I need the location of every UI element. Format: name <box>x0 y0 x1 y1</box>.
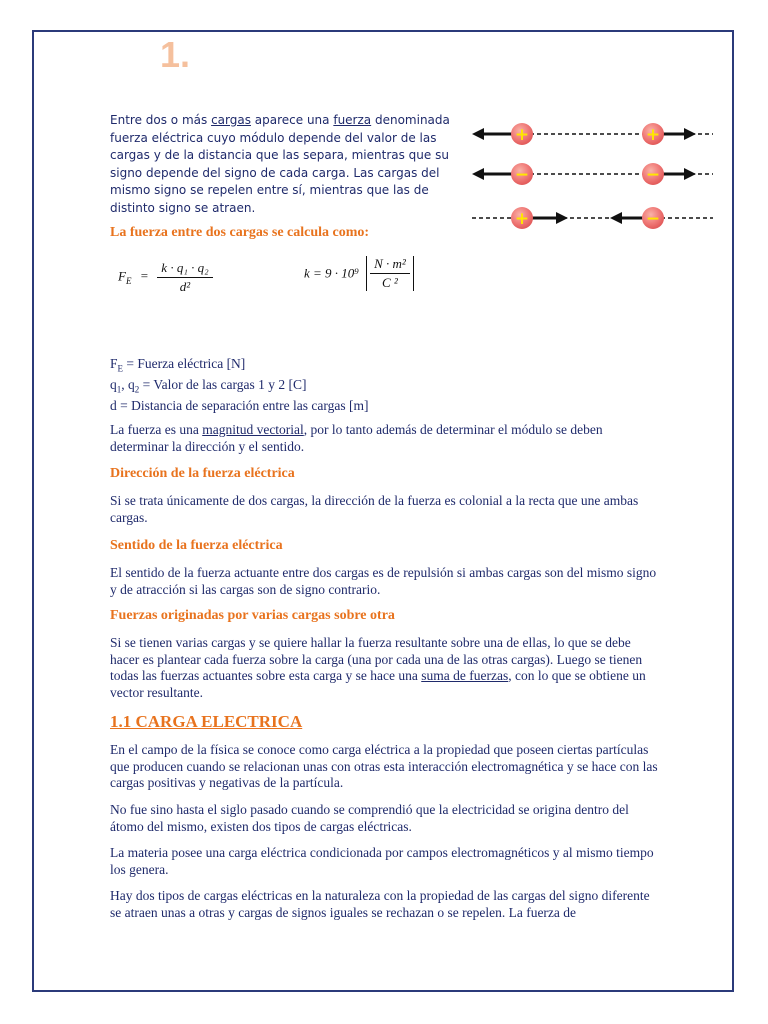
section-p1: En el campo de la física se conoce como carga eléctrica a la propiedad que poseen ciertas partículas que producen cuando se relacionan unas con otras esta interacción electromagnética y se hace con las cargas positivas y negativas de la partícula. <box>110 742 658 790</box>
constant-k: k = 9 · 10⁹ $\frac{\text{N · m²}}{\text{C ²}}$ <box>304 256 414 291</box>
link-magnitud-vectorial[interactable]: magnitud vectorial <box>202 422 304 437</box>
direction-text: Si se trata únicamente de dos cargas, la dirección de la fuerza es colonial a la recta que une ambas cargas. <box>110 493 639 525</box>
intro-paragraph: Entre dos o más cargas aparece una fuerza denominada fuerza eléctrica cuyo módulo depende del valor de las cargas y de la distancia que las separa, mientras que su signo depende del signo de cada carga. Las cargas del mismo signo se repelen entre sí, mientras que las de distinto signo se atraen. <box>110 113 450 215</box>
formula-denominator: d² <box>179 279 191 294</box>
sense-text: El sentido de la fuerza actuante entre dos cargas es de repulsión si ambas cargas son del mismo signo y de atracción si las cargas son de signo contrario. <box>110 565 657 597</box>
charge-sign-plus: + <box>645 125 661 145</box>
definitions <box>110 356 369 415</box>
unit-denominator: C ² <box>382 275 398 290</box>
section-p2: No fue sino hasta el siglo pasado cuando se comprendió que la electricidad se origina dentro del átomo del mismo, existen dos tipos de cargas eléctricas. <box>110 802 629 834</box>
definition-force: $F_E$ = Fuerza eléctrica [N] <box>110 356 246 374</box>
section-p3: La materia posee una carga eléctrica condicionada por campos electromagnéticos y al mismo tiempo los genera. <box>110 845 654 877</box>
row-repulsion-positive <box>472 123 713 145</box>
definition-distance: d = Distancia de separación entre las cargas [m] <box>110 398 369 414</box>
coulomb-formula: $F_E$ = $\frac{\text{k · q₁ · q₂}}{\text{d²}}$ <box>118 260 213 295</box>
section-p4: Hay dos tipos de cargas eléctricas en la naturaleza con la propiedad de las cargas del signo diferente se atraen unas a otras y cargas de signos iguales se rechazan o se repelen. La fuerza de <box>110 888 650 920</box>
charge-sign-plus: + <box>514 125 530 145</box>
vector-paragraph: La fuerza es una magnitud vectorial, por lo tanto además de determinar el módulo se deben determinar la dirección y el sentido. <box>110 422 603 454</box>
definition-charges: $q_1$, $q_2$ = Valor de las cargas 1 y 2 [C] <box>110 377 307 395</box>
formula-heading: La fuerza entre dos cargas se calcula como: <box>110 225 370 240</box>
link-fuerza[interactable]: fuerza <box>333 113 372 127</box>
link-cargas[interactable]: cargas <box>211 113 251 127</box>
multiple-text: Si se tienen varias cargas y se quiere hallar la fuerza resultante sobre una de ellas, lo que se debe hacer es plantear cada fuerza sobre la carga (una por cada una de las otras cargas). Luego se tienen todas las fuerzas actuantes sobre esta carga y se hace una suma de fuerzas, con lo que se obtiene un vector resultante. <box>110 635 646 700</box>
unit-numerator: N · m² <box>370 256 410 274</box>
charges-diagram <box>468 112 718 242</box>
row-attraction <box>472 207 713 229</box>
charge-sign-plus: + <box>514 209 530 229</box>
charge-sign-minus: − <box>514 165 530 185</box>
charge-sign-minus: − <box>645 165 661 185</box>
sense-heading: Sentido de la fuerza eléctrica <box>110 538 283 553</box>
multiple-heading: Fuerzas originadas por varias cargas sobre otra <box>110 608 395 623</box>
charge-sign-minus: − <box>645 209 661 229</box>
row-repulsion-negative <box>472 163 713 185</box>
formula-numerator: k · q₁ · q₂ <box>157 260 212 278</box>
link-suma-de-fuerzas[interactable]: suma de fuerzas <box>421 668 509 683</box>
page-number: 1. <box>160 34 191 75</box>
direction-heading: Dirección de la fuerza eléctrica <box>110 466 295 481</box>
section-title: 1.1 CARGA ELECTRICA <box>110 712 303 731</box>
